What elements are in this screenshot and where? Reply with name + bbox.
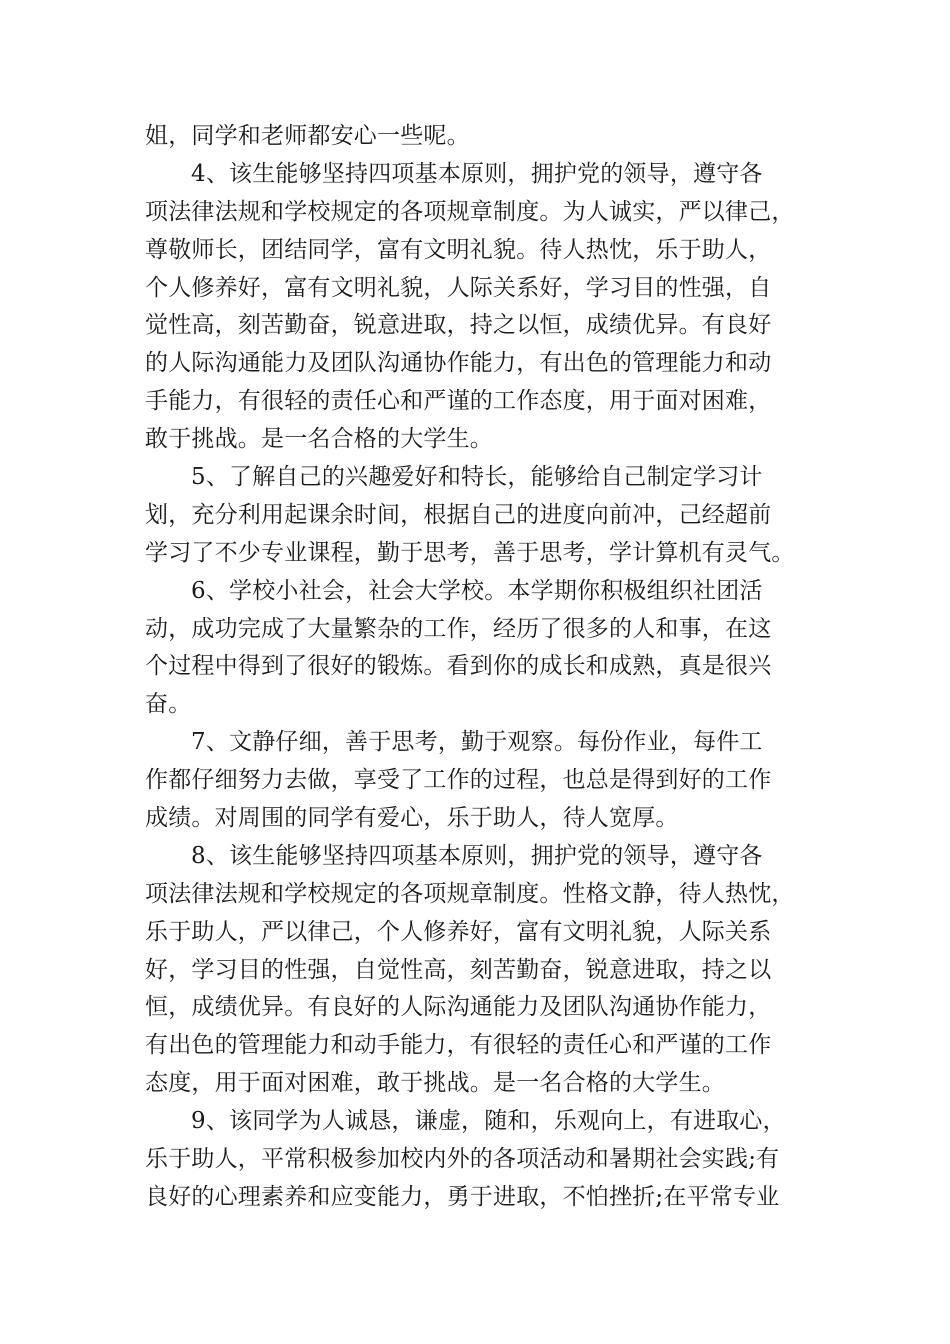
text-line: 的人际沟通能力及团队沟通协作能力，有出色的管理能力和动 (145, 350, 772, 377)
text-line: 作都仔细努力去做，享受了工作的过程，也总是得到好的工作 (145, 767, 772, 794)
text-line: 成绩。对周围的同学有爱心，乐于助人，待人宽厚。 (145, 805, 679, 832)
text-line: 态度，用于面对困难，敢于挑战。是一名合格的大学生。 (145, 1070, 725, 1097)
paragraph-first-line: 9、该同学为人诚恳，谦虚，随和，乐观向上，有进取心， (191, 1108, 786, 1135)
text-line: 良好的心理素养和应变能力，勇于进取，不怕挫折;在平常专业 (145, 1183, 780, 1210)
paragraph-first-line: 5、了解自己的兴趣爱好和特长，能够给自己制定学习计 (191, 464, 763, 491)
text-line: 项法律法规和学校规定的各项规章制度。为人诚实，严以律己， (145, 198, 795, 225)
paragraph-first-line: 6、学校小社会，社会大学校。本学期你积极组织社团活 (191, 577, 763, 604)
text-line: 动，成功完成了大量繁杂的工作，经历了很多的人和事，在这 (145, 615, 772, 642)
text-line: 恒，成绩优异。有良好的人际沟通能力及团队沟通协作能力， (145, 994, 772, 1021)
text-line: 姐，同学和老师都安心一些呢。 (145, 123, 470, 149)
text-line: 有出色的管理能力和动手能力，有很轻的责任心和严谨的工作 (145, 1032, 772, 1059)
paragraph-first-line: 4、该生能够坚持四项基本原则，拥护党的领导，遵守各 (191, 160, 763, 187)
paragraph-first-line: 8、该生能够坚持四项基本原则，拥护党的领导，遵守各 (191, 842, 763, 869)
paragraph-first-line: 7、文静仔细，善于思考，勤于观察。每份作业，每件工 (191, 729, 763, 756)
text-line: 划，充分利用起课余时间，根据自己的进度向前冲，己经超前 (145, 501, 772, 528)
text-line: 奋。 (145, 691, 192, 718)
text-line: 乐于助人，平常积极参加校内外的各项活动和暑期社会实践;有 (145, 1146, 780, 1173)
text-line: 敢于挑战。是一名合格的大学生。 (145, 426, 493, 453)
text-line: 个人修养好，富有文明礼貌，人际关系好，学习目的性强，自 (145, 274, 772, 301)
text-line: 学习了不少专业课程，勤于思考，善于思考，学计算机有灵气。 (145, 539, 795, 566)
text-line: 乐于助人，严以律己，个人修养好，富有文明礼貌，人际关系 (145, 918, 772, 945)
text-line: 个过程中得到了很好的锻炼。看到你的成长和成熟，真是很兴 (145, 653, 772, 680)
text-line: 觉性高，刻苦勤奋，锐意进取，持之以恒，成绩优异。有良好 (145, 312, 772, 339)
text-line: 项法律法规和学校规定的各项规章制度。性格文静，待人热忱， (145, 880, 795, 907)
text-line: 尊敬师长，团结同学，富有文明礼貌。待人热忱，乐于助人， (145, 236, 772, 263)
text-line: 手能力，有很轻的责任心和严谨的工作态度，用于面对困难， (145, 388, 772, 415)
text-line: 好，学习目的性强，自觉性高，刻苦勤奋，锐意进取，持之以 (145, 956, 772, 983)
document-body (145, 118, 810, 1217)
